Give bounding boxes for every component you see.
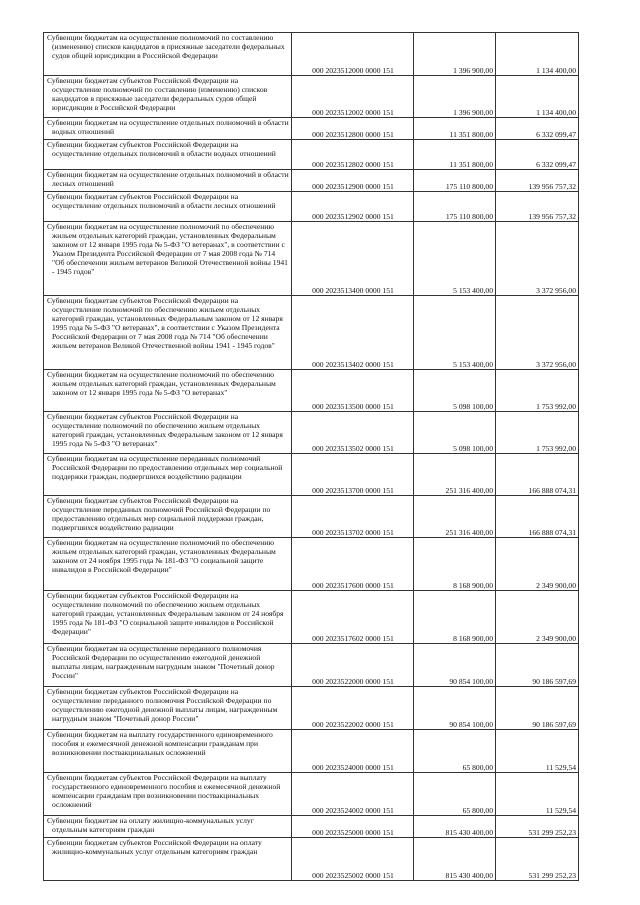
table-row xyxy=(44,412,579,454)
row-executed-amount-cell: 3 372 956,00 xyxy=(496,296,579,370)
table-row xyxy=(44,644,579,687)
table-row xyxy=(44,370,579,412)
row-name-cell: Субвенции бюджетам на оплату жилищно-коммунальных услуг отдельным категориям граждан xyxy=(44,816,292,838)
row-planned-amount-cell: 8 168 900,00 xyxy=(414,591,496,644)
table-row xyxy=(44,773,579,816)
table-row xyxy=(44,838,579,881)
row-code-cell: 000 2023512900 0000 151 xyxy=(292,170,414,192)
row-name-cell: Субвенции бюджетам на осуществление отдельных полномочий в области водных отношений xyxy=(44,118,292,140)
table-row xyxy=(44,140,579,170)
table-row xyxy=(44,170,579,192)
row-executed-amount-cell: 6 332 099,47 xyxy=(496,118,579,140)
row-executed-amount-cell: 11 529,54 xyxy=(496,730,579,773)
row-executed-amount-cell: 531 299 252,23 xyxy=(496,816,579,838)
row-code-cell: 000 2023512002 0000 151 xyxy=(292,76,414,118)
row-executed-amount-cell: 1 134 400,00 xyxy=(496,33,579,76)
row-executed-amount-cell: 166 888 074,31 xyxy=(496,454,579,496)
row-planned-amount-cell: 5 153 400,00 xyxy=(414,296,496,370)
table-row xyxy=(44,454,579,496)
table-row xyxy=(44,687,579,730)
row-code-cell: 000 2023513402 0000 151 xyxy=(292,296,414,370)
row-executed-amount-cell: 11 529,54 xyxy=(496,773,579,816)
row-executed-amount-cell: 139 956 757,32 xyxy=(496,170,579,192)
table-row xyxy=(44,192,579,222)
row-code-cell: 000 2023525002 0000 151 xyxy=(292,838,414,881)
row-planned-amount-cell: 5 153 400,00 xyxy=(414,222,496,296)
row-executed-amount-cell: 3 372 956,00 xyxy=(496,222,579,296)
table-row xyxy=(44,816,579,838)
row-executed-amount-cell: 90 186 597,69 xyxy=(496,687,579,730)
row-code-cell: 000 2023512000 0000 151 xyxy=(292,33,414,76)
table-row xyxy=(44,76,579,118)
budget-revenue-table xyxy=(43,32,579,881)
row-executed-amount-cell: 531 299 252,23 xyxy=(496,838,579,881)
row-name-cell: Субвенции бюджетам субъектов Российской Федерации на осуществление переданных полномочий Российской Федерации по предоставлению отдельных мер социальной поддержки граждан, подвергшихся воздействию радиации xyxy=(44,496,292,538)
row-planned-amount-cell: 175 110 800,00 xyxy=(414,192,496,222)
row-name-cell: Субвенции бюджетам субъектов Российской Федерации на осуществление полномочий по обеспечению жильем отдельных категорий граждан, установленных Федеральным законом от 12 января 1995 года № 5-ФЗ "О ветеранах" xyxy=(44,412,292,454)
row-planned-amount-cell: 251 316 400,00 xyxy=(414,454,496,496)
row-name-cell: Субвенции бюджетам субъектов Российской Федерации на оплату жилищно-коммунальных услуг отдельным категориям граждан xyxy=(44,838,292,881)
table-body xyxy=(44,33,579,881)
row-executed-amount-cell: 6 332 099,47 xyxy=(496,140,579,170)
row-code-cell: 000 2023524002 0000 151 xyxy=(292,773,414,816)
row-planned-amount-cell: 90 854 100,00 xyxy=(414,687,496,730)
row-name-cell: Субвенции бюджетам на осуществление полномочий по обеспечению жильем отдельных категорий граждан, установленных Федеральным законом от 12 января 1995 года № 5-ФЗ "О ветеранах" xyxy=(44,370,292,412)
row-code-cell: 000 2023517602 0000 151 xyxy=(292,591,414,644)
table-row xyxy=(44,538,579,591)
row-planned-amount-cell: 65 800,00 xyxy=(414,730,496,773)
row-planned-amount-cell: 815 430 400,00 xyxy=(414,838,496,881)
row-name-cell: Субвенции бюджетам субъектов Российской Федерации на осуществление полномочий по обеспечению жильем отдельных категорий граждан, установленных Федеральным законом от 24 ноября 1995 года № 181-ФЗ "О социальной защите инвалидов в Российской Федерации" xyxy=(44,591,292,644)
row-code-cell: 000 2023524000 0000 151 xyxy=(292,730,414,773)
table-row xyxy=(44,296,579,370)
row-code-cell: 000 2023513700 0000 151 xyxy=(292,454,414,496)
row-name-cell: Субвенции бюджетам субъектов Российской Федерации на осуществление переданного полномочия Российской Федерации по осуществлению ежегодной денежной выплаты лицам, награжденным нагрудным знаком "Почетный донор России" xyxy=(44,687,292,730)
row-code-cell: 000 2023517600 0000 151 xyxy=(292,538,414,591)
row-planned-amount-cell: 815 430 400,00 xyxy=(414,816,496,838)
row-executed-amount-cell: 1 753 992,00 xyxy=(496,370,579,412)
row-planned-amount-cell: 175 110 800,00 xyxy=(414,170,496,192)
row-planned-amount-cell: 5 098 100,00 xyxy=(414,412,496,454)
row-executed-amount-cell: 90 186 597,69 xyxy=(496,644,579,687)
row-code-cell: 000 2023512800 0000 151 xyxy=(292,118,414,140)
row-name-cell: Субвенции бюджетам субъектов Российской Федерации на осуществление отдельных полномочий в области водных отношений xyxy=(44,140,292,170)
table-row xyxy=(44,591,579,644)
row-code-cell: 000 2023512802 0000 151 xyxy=(292,140,414,170)
row-code-cell: 000 2023513400 0000 151 xyxy=(292,222,414,296)
row-name-cell: Субвенции бюджетам на осуществление полномочий по обеспечению жильем отдельных категорий граждан, установленных Федеральным законом от 24 ноября 1995 года № 181-ФЗ "О социальной защите инвалидов в Российской Федерации" xyxy=(44,538,292,591)
row-planned-amount-cell: 8 168 900,00 xyxy=(414,538,496,591)
row-name-cell: Субвенции бюджетам на осуществление переданных полномочий Российской Федерации по предоставлению отдельных мер социальной поддержки граждан, подвергшихся воздействию радиации xyxy=(44,454,292,496)
row-name-cell: Субвенции бюджетам на осуществление полномочий по обеспечению жильем отдельных категорий граждан, установленных Федеральным законом от 12 января 1995 года № 5-ФЗ "О ветеранах", в соответствии с Указом Президента Российской Федерации от 7 мая 2008 года № 714 "Об обеспечении жильем ветеранов Великой Отечественной войны 1941 - 1945 годов" xyxy=(44,222,292,296)
row-planned-amount-cell: 5 098 100,00 xyxy=(414,370,496,412)
row-code-cell: 000 2023512902 0000 151 xyxy=(292,192,414,222)
row-name-cell: Субвенции бюджетам на выплату государственного единовременного пособия и ежемесячной денежной компенсации гражданам при возникновении поствакцинальных осложнений xyxy=(44,730,292,773)
row-name-cell: Субвенции бюджетам на осуществление полномочий по составлению (изменению) списков кандидатов в присяжные заседатели федеральных судов общей юрисдикции в Российской Федерации xyxy=(44,33,292,76)
row-planned-amount-cell: 11 351 800,00 xyxy=(414,118,496,140)
row-executed-amount-cell: 1 134 400,00 xyxy=(496,76,579,118)
row-code-cell: 000 2023522000 0000 151 xyxy=(292,644,414,687)
table-row xyxy=(44,730,579,773)
table-row xyxy=(44,118,579,140)
row-executed-amount-cell: 139 956 757,32 xyxy=(496,192,579,222)
row-planned-amount-cell: 251 316 400,00 xyxy=(414,496,496,538)
row-executed-amount-cell: 2 349 900,00 xyxy=(496,538,579,591)
row-executed-amount-cell: 166 888 074,31 xyxy=(496,496,579,538)
row-name-cell: Субвенции бюджетам субъектов Российской Федерации на осуществление полномочий по составлению (изменению) списков кандидатов в присяжные заседатели федеральных судов общей юрисдикции в Российской Федерации xyxy=(44,76,292,118)
row-name-cell: Субвенции бюджетам субъектов Российской Федерации на осуществление полномочий по обеспечению жильем отдельных категорий граждан, установленных Федеральным законом от 12 января 1995 года № 5-ФЗ "О ветеранах", в соответствии с Указом Президента Российской Федерации от 7 мая 2008 года № 714 "Об обеспечении жильем ветеранов Великой Отечественной войны 1941 - 1945 годов" xyxy=(44,296,292,370)
table-row xyxy=(44,496,579,538)
table-row xyxy=(44,33,579,76)
row-planned-amount-cell: 1 396 900,00 xyxy=(414,33,496,76)
row-executed-amount-cell: 1 753 992,00 xyxy=(496,412,579,454)
row-planned-amount-cell: 1 396 900,00 xyxy=(414,76,496,118)
table-row xyxy=(44,222,579,296)
row-planned-amount-cell: 11 351 800,00 xyxy=(414,140,496,170)
row-name-cell: Субвенции бюджетам на осуществление переданного полномочия Российской Федерации по осуществлению ежегодной денежной выплаты лицам, награжденным нагрудным знаком "Почетный донор России" xyxy=(44,644,292,687)
row-code-cell: 000 2023525000 0000 151 xyxy=(292,816,414,838)
document-page xyxy=(43,32,578,881)
row-name-cell: Субвенции бюджетам субъектов Российской Федерации на выплату государственного единовременного пособия и ежемесячной денежной компенсации гражданам при возникновении поствакцинальных осложнений xyxy=(44,773,292,816)
row-name-cell: Субвенции бюджетам субъектов Российской Федерации на осуществление отдельных полномочий в области лесных отношений xyxy=(44,192,292,222)
row-code-cell: 000 2023513502 0000 151 xyxy=(292,412,414,454)
row-name-cell: Субвенции бюджетам на осуществление отдельных полномочий в области лесных отношений xyxy=(44,170,292,192)
row-code-cell: 000 2023522002 0000 151 xyxy=(292,687,414,730)
row-code-cell: 000 2023513702 0000 151 xyxy=(292,496,414,538)
row-planned-amount-cell: 90 854 100,00 xyxy=(414,644,496,687)
row-executed-amount-cell: 2 349 900,00 xyxy=(496,591,579,644)
row-code-cell: 000 2023513500 0000 151 xyxy=(292,370,414,412)
row-planned-amount-cell: 65 800,00 xyxy=(414,773,496,816)
